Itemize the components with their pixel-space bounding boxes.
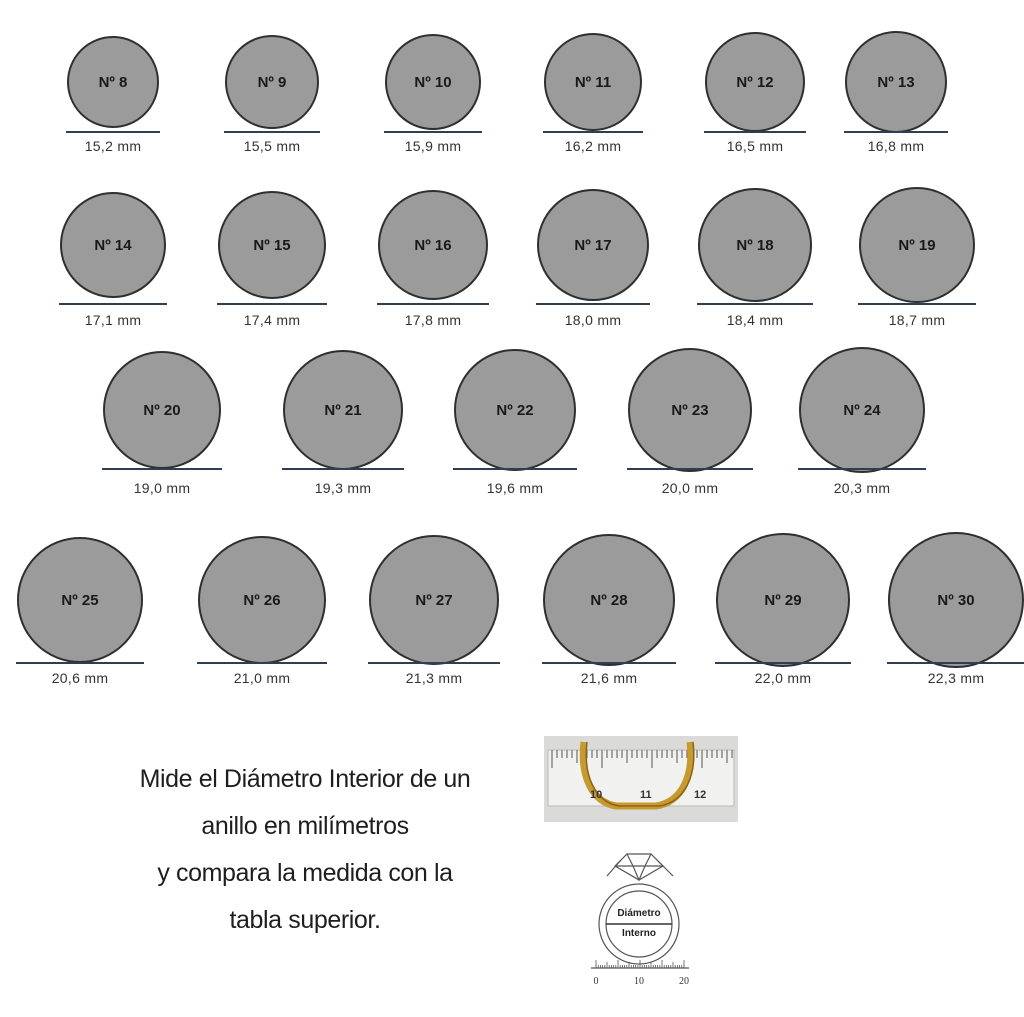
diameter-bar <box>887 662 1024 664</box>
diameter-mm-label: 18,0 mm <box>564 312 622 328</box>
ring-size-label: Nº 27 <box>415 591 453 609</box>
ring-size-label: Nº 30 <box>937 591 975 609</box>
ring-size-label: Nº 26 <box>243 591 281 609</box>
diameter-mm-label: 20,0 mm <box>661 480 719 496</box>
ring-size-label: Nº 9 <box>257 73 287 91</box>
diameter-mm-label: 19,3 mm <box>314 480 372 496</box>
ring-size-circle <box>218 191 326 299</box>
ring-size-circle <box>799 347 925 473</box>
instructions-line-2: anillo en milímetros <box>201 812 409 840</box>
diameter-bar <box>704 131 806 133</box>
diameter-mm-label: 18,7 mm <box>888 312 946 328</box>
ring-size-label: Nº 11 <box>574 73 612 91</box>
ruler-illustration <box>544 736 738 822</box>
diameter-bar <box>66 131 160 133</box>
ring-size-circle <box>845 31 947 133</box>
diameter-bar <box>16 662 144 664</box>
instructions-line-1: Mide el Diámetro Interior de un <box>139 765 471 793</box>
ring-size-label: Nº 19 <box>898 236 936 254</box>
diameter-mm-label: 17,4 mm <box>243 312 301 328</box>
diameter-bar <box>384 131 482 133</box>
ring-outline-icon <box>585 848 695 988</box>
ring-size-circle <box>544 33 642 131</box>
diameter-bar <box>542 662 676 664</box>
diameter-bar <box>377 303 489 305</box>
diameter-bar <box>102 468 222 470</box>
ring-size-circle <box>103 351 221 469</box>
diameter-bar <box>282 468 404 470</box>
diameter-mm-label: 17,8 mm <box>404 312 462 328</box>
diameter-mm-label: 18,4 mm <box>726 312 784 328</box>
diameter-mm-label: 15,2 mm <box>84 138 142 154</box>
diameter-bar <box>59 303 167 305</box>
ring-size-label: Nº 17 <box>574 236 612 254</box>
ruler-tick-label: 11 <box>640 789 652 801</box>
diameter-bar <box>224 131 320 133</box>
diameter-mm-label: 22,0 mm <box>754 670 812 686</box>
diagram-label-top: Diámetro <box>617 908 661 919</box>
ring-size-label: Nº 21 <box>324 401 362 419</box>
diameter-mm-label: 22,3 mm <box>927 670 985 686</box>
diameter-bar <box>858 303 976 305</box>
diameter-mm-label: 16,8 mm <box>867 138 925 154</box>
diameter-bar <box>627 468 753 470</box>
ring-size-circle <box>198 536 326 664</box>
diameter-mm-label: 19,6 mm <box>486 480 544 496</box>
ring-size-circle <box>543 534 675 666</box>
ruler-tick-label: 12 <box>694 789 707 801</box>
ring-size-circle <box>17 537 143 663</box>
ring-size-circle <box>378 190 488 300</box>
diameter-bar <box>844 131 948 133</box>
diameter-mm-label: 21,6 mm <box>580 670 638 686</box>
diagram-scale-label: 20 <box>679 976 689 987</box>
ring-size-label: Nº 13 <box>877 73 915 91</box>
diameter-bar <box>536 303 650 305</box>
ring-size-circle <box>225 35 319 129</box>
diameter-mm-label: 16,5 mm <box>726 138 784 154</box>
ring-size-circle <box>859 187 975 303</box>
diameter-bar <box>715 662 851 664</box>
ring-size-label: Nº 8 <box>98 73 128 91</box>
diagram-label-bottom: Interno <box>622 928 656 939</box>
ring-size-label: Nº 25 <box>61 591 99 609</box>
ring-size-circle <box>67 36 159 128</box>
ring-size-label: Nº 22 <box>496 401 534 419</box>
instructions-line-3: y compara la medida con la <box>157 859 453 887</box>
ring-size-circle <box>283 350 403 470</box>
ring-size-label: Nº 18 <box>736 236 774 254</box>
ring-size-circle <box>454 349 576 471</box>
ring-size-circle <box>628 348 752 472</box>
diameter-mm-label: 21,0 mm <box>233 670 291 686</box>
ring-size-circle <box>60 192 166 298</box>
instructions-text <box>90 756 520 944</box>
diameter-mm-label: 16,2 mm <box>564 138 622 154</box>
ring-size-label: Nº 10 <box>414 73 452 91</box>
ring-size-label: Nº 16 <box>414 236 452 254</box>
ring-size-label: Nº 28 <box>590 591 628 609</box>
ring-size-circle <box>888 532 1024 668</box>
ring-size-circle <box>705 32 805 132</box>
instructions-line-4: tabla superior. <box>229 906 381 934</box>
diameter-mm-label: 21,3 mm <box>405 670 463 686</box>
ring-size-circle <box>716 533 850 667</box>
diagram-scale-label: 0 <box>593 976 599 987</box>
diameter-mm-label: 19,0 mm <box>133 480 191 496</box>
ring-size-label: Nº 23 <box>671 401 709 419</box>
diameter-mm-label: 15,9 mm <box>404 138 462 154</box>
diameter-bar <box>453 468 577 470</box>
diameter-mm-label: 17,1 mm <box>84 312 142 328</box>
ring-diameter-diagram <box>585 848 695 988</box>
ruler-tick-label: 10 <box>590 789 603 801</box>
diameter-bar <box>217 303 327 305</box>
diameter-mm-label: 15,5 mm <box>243 138 301 154</box>
ring-size-circle <box>369 535 499 665</box>
diagram-scale-label: 10 <box>634 976 644 987</box>
diameter-mm-label: 20,6 mm <box>51 670 109 686</box>
diameter-bar <box>798 468 926 470</box>
ring-size-circle <box>385 34 481 130</box>
ring-size-label: Nº 20 <box>143 401 181 419</box>
ring-size-label: Nº 12 <box>736 73 774 91</box>
ring-size-label: Nº 14 <box>94 236 132 254</box>
ring-size-circle <box>537 189 649 301</box>
diameter-bar <box>697 303 813 305</box>
ring-on-ruler-photo <box>544 736 738 822</box>
ring-size-label: Nº 15 <box>253 236 291 254</box>
diameter-bar <box>368 662 500 664</box>
diameter-bar <box>197 662 327 664</box>
ring-size-circle <box>698 188 812 302</box>
ring-size-label: Nº 24 <box>843 401 881 419</box>
diameter-bar <box>543 131 643 133</box>
ring-size-label: Nº 29 <box>764 591 802 609</box>
diameter-mm-label: 20,3 mm <box>833 480 891 496</box>
